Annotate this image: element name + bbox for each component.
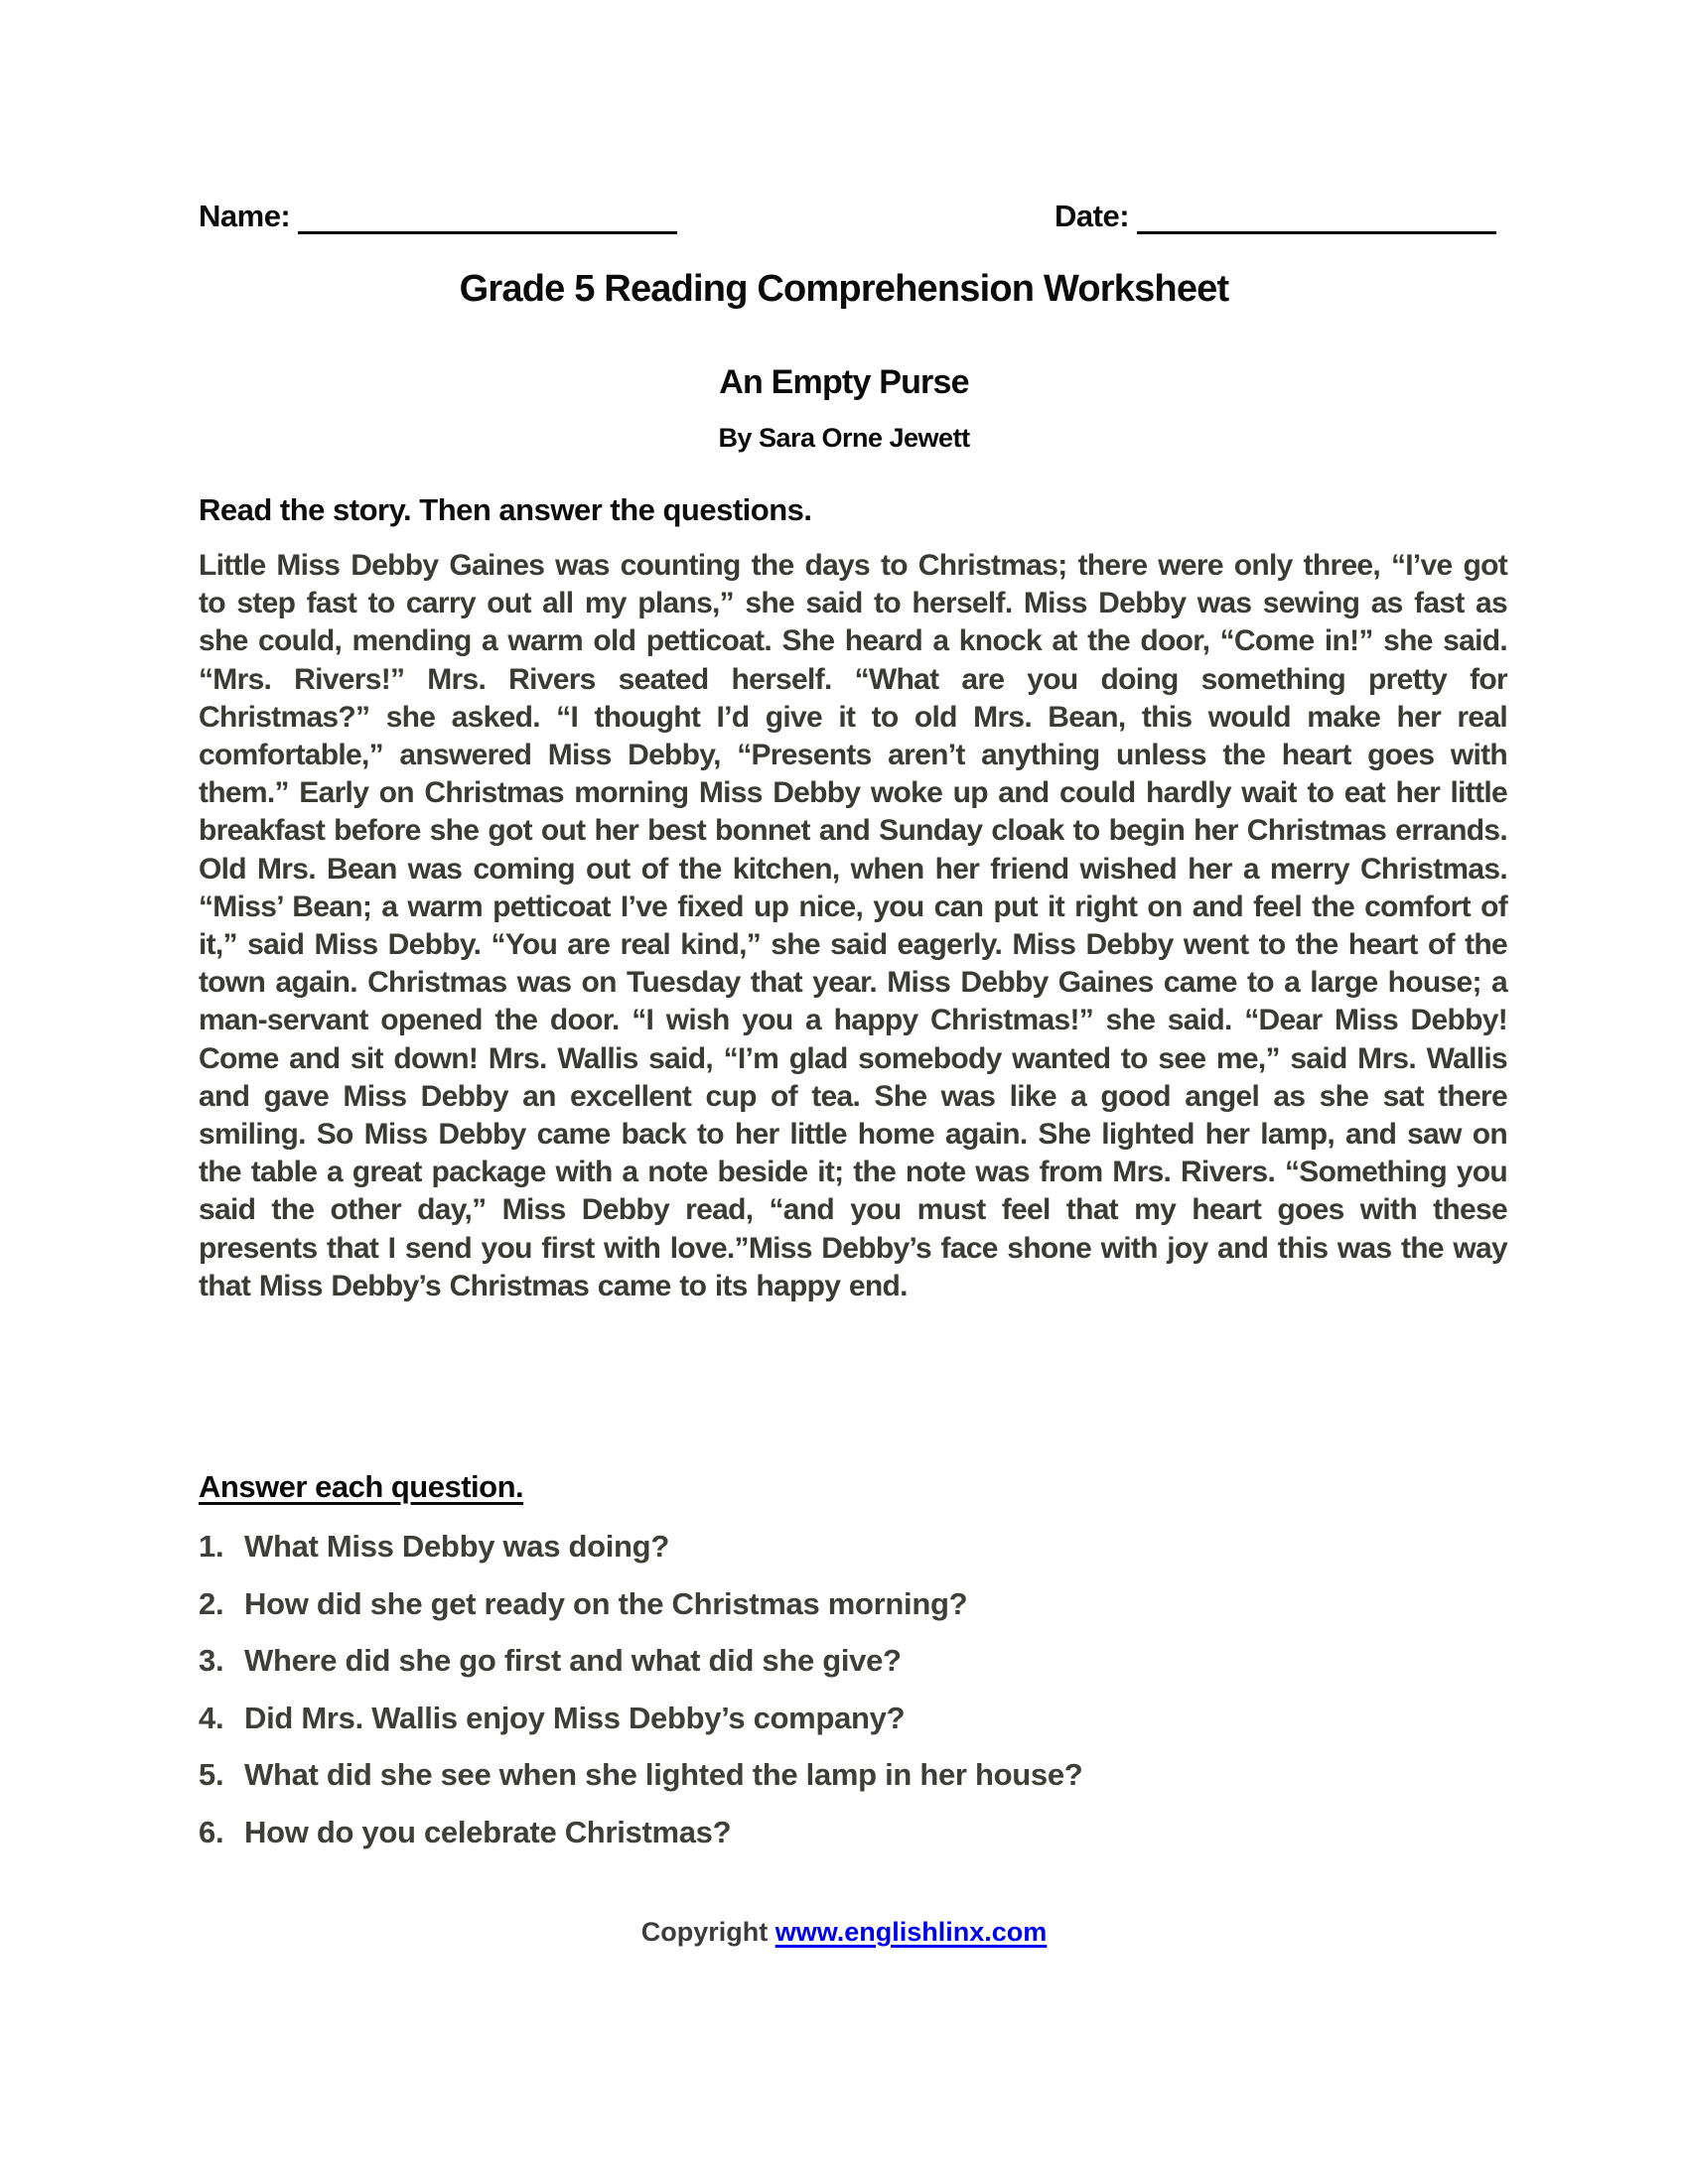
- story-text: Little Miss Debby Gaines was counting the days to Christmas; there were only three, “I’ve got to step fast to carry out all my plans,” she said to herself. Miss Debby was sewing as fast as she could, mending a warm old petticoat. She heard a knock at the door, “Come in!” she said. “Mrs. Rivers!” Mrs. Rivers seated herself. “What are you doing something pretty for Christmas?” she asked. “I thought I’d give it to old Mrs. Bean, this would make her real comfortable,” answered Miss Debby, “Presents aren’t anything unless the heart goes with them.” Early on Christmas morning Miss Debby woke up and could hardly wait to eat her little breakfast before she got out her best bonnet and Sunday cloak to begin her Christmas errands. Old Mrs. Bean was coming out of the kitchen, when her friend wished her a merry Christmas. “Miss’ Bean; a warm petticoat I’ve fixed up nice, you can put it right on and feel the comfort of it,” said Miss Debby. “You are real kind,” she said eagerly. Miss Debby went to the heart of the town again. Christmas was on Tuesday that year. Miss Debby Gaines came to a large house; a man-servant opened the door. “I wish you a happy Christmas!” she said. “Dear Miss Debby! Come and sit down! Mrs. Wallis said, “I’m glad somebody wanted to see me,” said Mrs. Wallis and gave Miss Debby an excellent cup of tea. She was like a good angel as she sat there smiling. So Miss Debby came back to her little home again. She lighted her lamp, and saw on the table a great package with a note beside it; the note was from Mrs. Rivers. “Something you said the other day,” Miss Debby read, “and you must feel that my heart goes with these presents that I send you first with love.”Miss Debby’s face shone with joy and this was the way that Miss Debby’s Christmas came to its happy end.: [199, 549, 1507, 1302]
- story-title: An Empty Purse: [719, 363, 969, 401]
- question-text: Where did she go first and what did she give?: [244, 1643, 902, 1678]
- question-text: What did she see when she lighted the lamp in her house?: [244, 1757, 1083, 1792]
- questions-heading: Answer each question.: [199, 1469, 524, 1504]
- date-field: [1055, 199, 1496, 234]
- date-blank-line: [1137, 202, 1496, 234]
- question-item: [199, 1528, 1509, 1566]
- question-number: 2.: [199, 1585, 224, 1621]
- questions-list: [199, 1528, 1509, 1870]
- question-number: 3.: [199, 1643, 224, 1678]
- name-blank-line: [298, 202, 677, 234]
- question-text: How did she get ready on the Christmas morning?: [244, 1585, 968, 1621]
- byline: By Sara Orne Jewett: [718, 423, 970, 453]
- date-label: Date:: [1055, 199, 1130, 233]
- question-number: 4.: [199, 1700, 224, 1735]
- question-text: What Miss Debby was doing?: [244, 1529, 669, 1564]
- englishlinx-link[interactable]: www.englishlinx.com: [774, 1917, 1048, 1947]
- question-number: 5.: [199, 1757, 224, 1792]
- question-item: [199, 1642, 1509, 1680]
- question-number: 1.: [199, 1529, 224, 1564]
- worksheet-heading: Grade 5 Reading Comprehension Worksheet: [459, 268, 1229, 310]
- copyright-footer: [0, 1917, 1688, 1948]
- copyright-label: Copyright: [640, 1917, 775, 1947]
- name-label: Name:: [199, 199, 291, 233]
- instructions-line: Read the story. Then answer the questions.: [199, 492, 812, 527]
- question-item: [199, 1756, 1509, 1794]
- question-item: [199, 1700, 1509, 1737]
- name-field: [199, 199, 677, 234]
- question-item: [199, 1814, 1509, 1851]
- question-text: How do you celebrate Christmas?: [244, 1814, 732, 1849]
- question-text: Did Mrs. Wallis enjoy Miss Debby’s company?: [244, 1700, 906, 1735]
- question-item: [199, 1585, 1509, 1623]
- question-number: 6.: [199, 1814, 224, 1849]
